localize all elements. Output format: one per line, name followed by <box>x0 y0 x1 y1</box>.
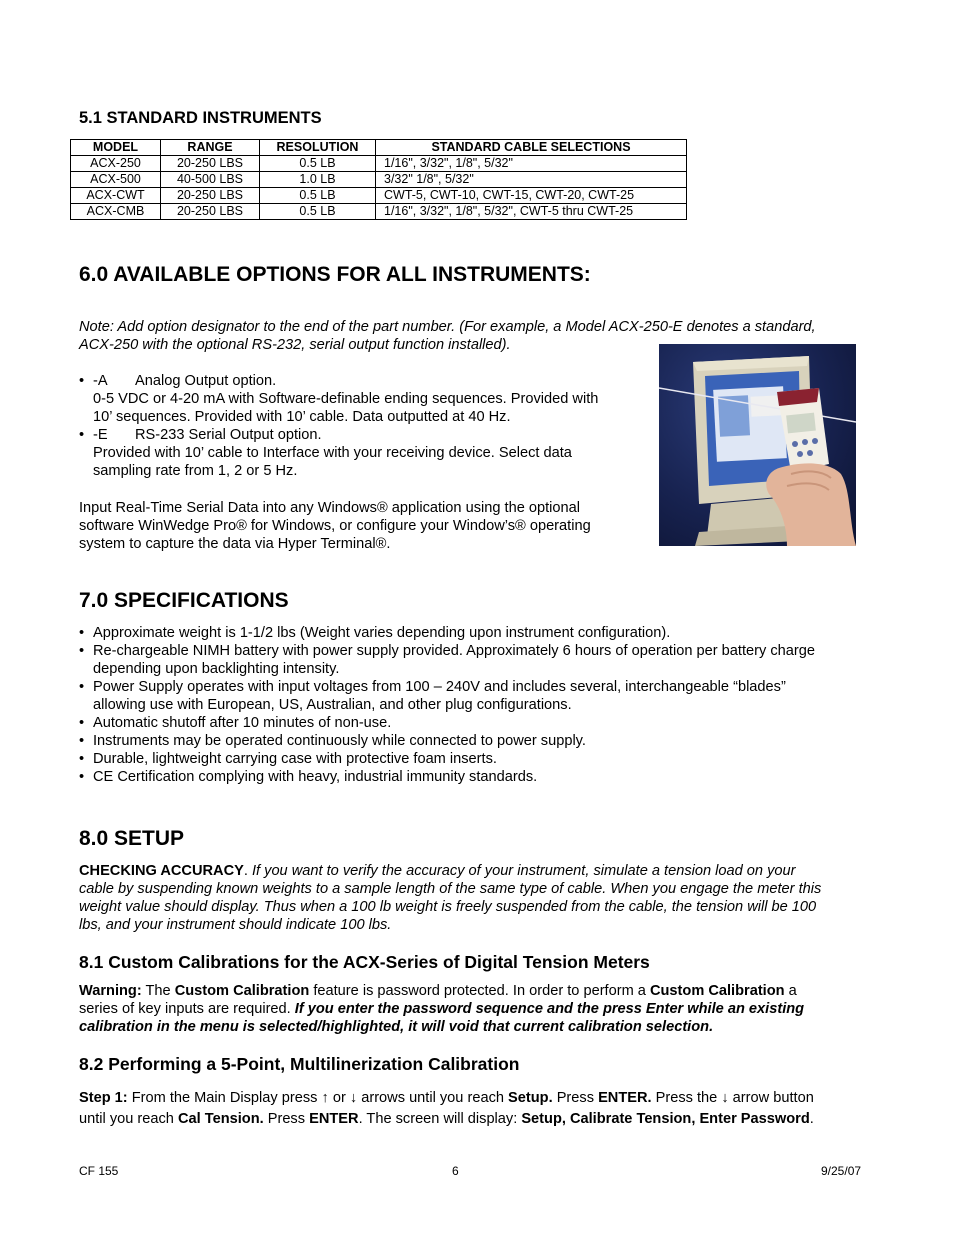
specifications-list <box>79 624 879 786</box>
product-photo <box>659 344 856 546</box>
option-e <box>79 426 654 480</box>
paragraph-line: software WinWedge Pro® for Windows, or configure your Window’s® operating <box>79 518 591 534</box>
footer-page-number: 6 <box>452 1164 459 1178</box>
bullet-icon: • <box>79 427 85 443</box>
cell-resolution: 1.0 LB <box>260 172 376 188</box>
option-e-title: RS-233 Serial Output option. <box>135 427 322 443</box>
checking-accuracy-paragraph: CHECKING ACCURACY. If you want to verify the accuracy of your instrument, simulate a tension load on your cable by suspending known weights to a sample length of the same type of cable. When you engage the meter this weight value should display. Thus when a 100 lb weight is freely suspended from the cable, the tension will be 100 lbs, and your instrument should indicate 100 lbs. <box>79 863 822 933</box>
list-item: • Durable, lightweight carrying case with protective foam inserts. <box>79 750 879 768</box>
section-8-1-heading: 8.1 Custom Calibrations for the ACX-Series of Digital Tension Meters <box>79 952 650 972</box>
option-e-desc: Provided with 10’ cable to Interface with your receiving device. Select data <box>93 445 572 461</box>
cell-cables: 1/16", 3/32", 1/8", 5/32", CWT-5 thru CWT-25 <box>376 204 687 220</box>
cell-cables: CWT-5, CWT-10, CWT-15, CWT-20, CWT-25 <box>376 188 687 204</box>
list-item: • CE Certification complying with heavy, industrial immunity standards. <box>79 768 879 786</box>
footer-doc-id: CF 155 <box>79 1164 119 1178</box>
table-row <box>71 172 687 188</box>
section-8-2-heading: 8.2 Performing a 5-Point, Multilinerization Calibration <box>79 1054 520 1074</box>
list-item: • Power Supply operates with input voltages from 100 – 240V and includes several, interchangeable “blades” allowing use with European, US, Australian, and other plug configurations. <box>79 678 879 714</box>
table-row <box>71 188 687 204</box>
header-range: RANGE <box>161 140 260 156</box>
cell-model: ACX-CMB <box>71 204 161 220</box>
options-list <box>79 372 654 480</box>
option-a-desc: 10’ sequences. Provided with 10’ cable. Data outputted at 40 Hz. <box>93 409 511 425</box>
section-8-0-heading: 8.0 SETUP <box>79 827 185 850</box>
table-row <box>71 156 687 172</box>
table-row <box>71 204 687 220</box>
checking-accuracy-label: CHECKING ACCURACY <box>79 863 244 879</box>
note-line: ACX-250 with the optional RS-232, serial output function installed). <box>79 337 511 353</box>
warning-paragraph: Warning: The Custom Calibration feature is password protected. In order to perform a Custom Calibration a series of key inputs are required. If you enter the password sequence and the press Enter while an existing calibration in the menu is selected/highlighted, it will void that current calibration selection. <box>79 983 805 1035</box>
cell-resolution: 0.5 LB <box>260 188 376 204</box>
header-resolution: RESOLUTION <box>260 140 376 156</box>
step-1-paragraph: Step 1: From the Main Display press ↑ or ↓ arrows until you reach Setup. Press ENTER. Press the ↓ arrow button until you reach Cal Tension. Press ENTER. The screen will display: Setup, Calibrate Tension, Enter Password. <box>79 1090 814 1127</box>
option-e-code: -E <box>93 427 108 443</box>
option-a-desc: 0-5 VDC or 4-20 mA with Software-definable ending sequences. Provided with <box>93 391 599 407</box>
list-item: • Re-chargeable NIMH battery with power supply provided. Approximately 6 hours of operation per battery charge depending upon backlighting intensity. <box>79 642 879 678</box>
option-a <box>79 372 654 426</box>
list-item: • Approximate weight is 1-1/2 lbs (Weight varies depending upon instrument configuration). <box>79 624 879 642</box>
cell-model: ACX-500 <box>71 172 161 188</box>
standard-instruments-table <box>70 139 687 220</box>
list-item: • Automatic shutoff after 10 minutes of non-use. <box>79 714 879 732</box>
cell-resolution: 0.5 LB <box>260 204 376 220</box>
header-cable-selections: STANDARD CABLE SELECTIONS <box>376 140 687 156</box>
monitor-with-tension-meter-image <box>659 344 856 546</box>
cell-cables: 1/16", 3/32", 1/8", 5/32" <box>376 156 687 172</box>
serial-data-paragraph <box>79 499 654 553</box>
option-a-code: -A <box>93 373 108 389</box>
cell-range: 20-250 LBS <box>161 204 260 220</box>
option-e-desc: sampling rate from 1, 2 or 5 Hz. <box>93 463 298 479</box>
section-7-0-heading: 7.0 SPECIFICATIONS <box>79 589 289 612</box>
list-item: • Instruments may be operated continuously while connected to power supply. <box>79 732 879 750</box>
header-model: MODEL <box>71 140 161 156</box>
section-6-0-heading: 6.0 AVAILABLE OPTIONS FOR ALL INSTRUMENTS: <box>79 263 591 286</box>
cell-range: 20-250 LBS <box>161 188 260 204</box>
footer-date: 9/25/07 <box>821 1164 862 1178</box>
cell-range: 40-500 LBS <box>161 172 260 188</box>
cell-resolution: 0.5 LB <box>260 156 376 172</box>
cell-model: ACX-CWT <box>71 188 161 204</box>
cell-range: 20-250 LBS <box>161 156 260 172</box>
cell-model: ACX-250 <box>71 156 161 172</box>
note-line: Note: Add option designator to the end of the part number. (For example, a Model ACX-250-E denotes a standard, <box>79 319 816 335</box>
paragraph-line: system to capture the data via Hyper Terminal®. <box>79 536 391 552</box>
warning-label: Warning: <box>79 983 142 999</box>
step-label: Step 1: <box>79 1090 128 1106</box>
option-a-title: Analog Output option. <box>135 373 277 389</box>
table-header-row <box>71 140 687 156</box>
paragraph-line: Input Real-Time Serial Data into any Windows® application using the optional <box>79 500 580 516</box>
bullet-icon: • <box>79 373 85 389</box>
section-5-1-heading: 5.1 STANDARD INSTRUMENTS <box>79 109 322 127</box>
cell-cables: 3/32" 1/8", 5/32" <box>376 172 687 188</box>
